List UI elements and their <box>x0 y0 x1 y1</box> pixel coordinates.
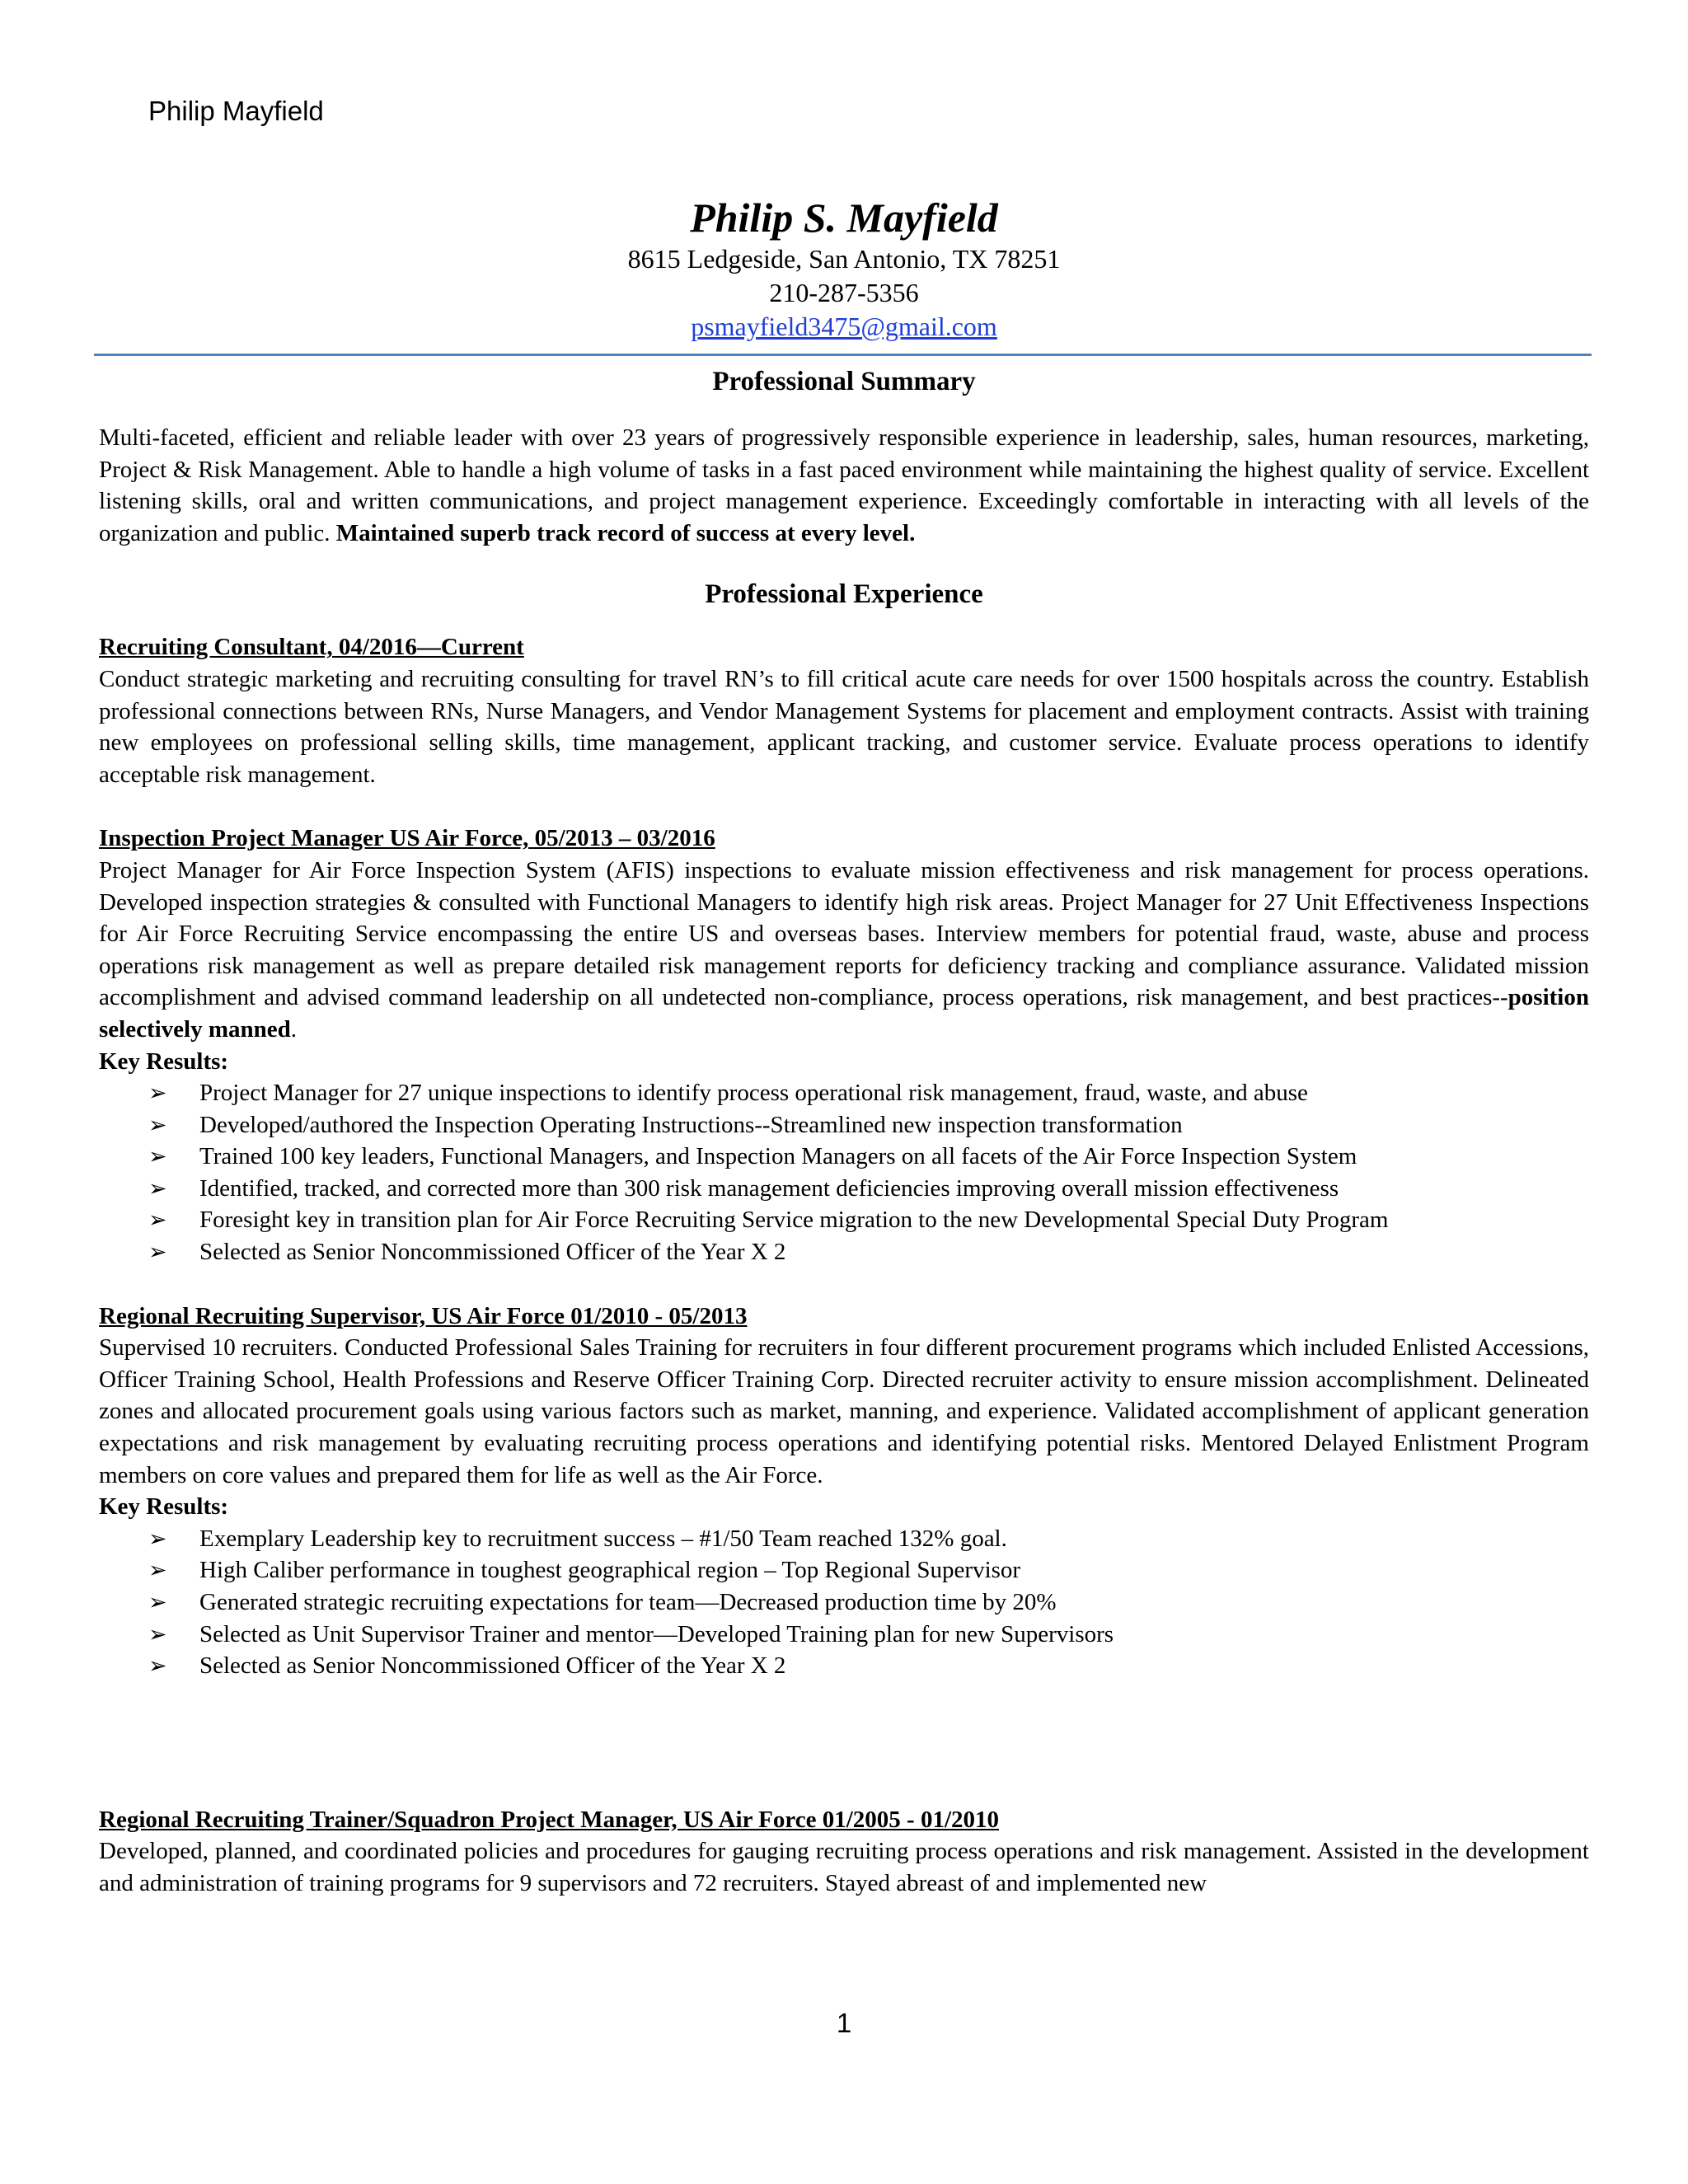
phone-number: 210-287-5356 <box>769 278 919 307</box>
result-text: Generated strategic recruiting expectations for team—Decreased production time by 20% <box>199 1589 1057 1615</box>
email-link[interactable]: psmayfield3475@gmail.com <box>691 312 997 341</box>
job-description-body: Project Manager for Air Force Inspection System (AFIS) inspections to evaluate mission effectiveness and risk management for process operations. Developed inspection strategies & consulted with Functional Managers to identify high risk areas. Project Manager for 27 Unit Effectiveness Inspections for Air Force Recruiting Service encompassing the entire US and overseas bases. Interview members for potential fraud, waste, abuse and process operations risk management as well as prepare detailed risk management reports for deficiency tracking and compliance assurance. Validated mission accomplishment and advised command leadership on all undetected non-compliance, process operations, risk management, and best practices-- <box>99 856 1589 1011</box>
summary-heading: Professional Summary <box>712 367 976 396</box>
page-number: 1 <box>836 2008 852 2038</box>
address: 8615 Ledgeside, San Antonio, TX 78251 <box>627 244 1061 274</box>
summary-emphasis: Maintained superb track record of success at every level. <box>335 519 916 546</box>
result-text: Exemplary Leadership key to recruitment success – #1/50 Team reached 132% goal. <box>199 1525 1007 1552</box>
list-item <box>148 1204 1589 1236</box>
arrow-bullet-icon: ➢ <box>148 1621 167 1647</box>
result-text: Identified, tracked, and corrected more than 300 risk management deficiencies improving overall mission effectiveness <box>199 1174 1339 1202</box>
arrow-bullet-icon: ➢ <box>148 1112 167 1137</box>
list-item <box>148 1650 1589 1682</box>
arrow-bullet-icon: ➢ <box>148 1590 167 1615</box>
summary-body: Multi-faceted, efficient and reliable leader with over 23 years of progressively responsible experience in leadership, sales, human resources, marketing, Project & Risk Management. Able to handle a high volume of tasks in a fast paced environment while maintaining the highest quality of service. Excellent listening skills, oral and written communications, and project management experience. Exceedingly comfortable in interacting with all levels of the organization and public. <box>99 424 1589 546</box>
resume-body <box>99 361 1589 1900</box>
arrow-bullet-icon: ➢ <box>148 1526 167 1551</box>
arrow-bullet-icon: ➢ <box>148 1240 167 1265</box>
result-text: Selected as Senior Noncommissioned Officer of the Year X 2 <box>199 1239 786 1266</box>
list-item <box>148 1523 1589 1555</box>
summary-text <box>99 422 1589 549</box>
arrow-bullet-icon: ➢ <box>148 1080 167 1106</box>
result-text: Selected as Senior Noncommissioned Officer of the Year X 2 <box>199 1652 786 1680</box>
list-item <box>148 1109 1589 1141</box>
running-header: Philip Mayfield <box>148 96 324 126</box>
candidate-name: Philip S. Mayfield <box>690 194 998 241</box>
key-results-list <box>99 1523 1589 1682</box>
arrow-bullet-icon: ➢ <box>148 1144 167 1169</box>
result-text: Trained 100 key leaders, Functional Managers, and Inspection Managers on all facets of the Air Force Inspection System <box>199 1143 1357 1170</box>
job-description: Conduct strategic marketing and recruiting consulting for travel RN’s to fill critical acute care needs for over 1500 hospitals across the country. Establish professional connections between RNs, Nurse Managers, and Vendor Management Systems for placement and employment contracts. Assist with training new employees on professional selling skills, time management, applicant tracking, and customer service. Evaluate process operations to identify acceptable risk management. <box>99 665 1589 788</box>
job-title: Recruiting Consultant, 04/2016—Current <box>99 634 524 661</box>
list-item <box>148 1173 1589 1205</box>
list-item <box>148 1141 1589 1173</box>
job-title: Regional Recruiting Supervisor, US Air Force 01/2010 - 05/2013 <box>99 1302 748 1329</box>
key-results-label: Key Results: <box>99 1493 229 1521</box>
job-title: Regional Recruiting Trainer/Squadron Project Manager, US Air Force 01/2005 - 01/2010 <box>99 1806 1000 1833</box>
header-divider <box>94 354 1592 356</box>
list-item <box>148 1619 1589 1651</box>
job-description: Developed, planned, and coordinated policies and procedures for gauging recruiting process operations and risk management. Assisted in the development and administration of training programs for 9 supervisors and 72 recruiters. Stayed abreast of and implemented new <box>99 1838 1589 1896</box>
contact-block <box>0 193 1688 344</box>
job-title: Inspection Project Manager US Air Force, 05/2013 – 03/2016 <box>99 825 715 852</box>
result-text: Project Manager for 27 unique inspections to identify process operational risk management, fraud, waste, and abuse <box>199 1080 1308 1107</box>
key-results-label: Key Results: <box>99 1047 229 1075</box>
job-description <box>99 855 1589 1046</box>
job-description-end: . <box>290 1015 298 1043</box>
arrow-bullet-icon: ➢ <box>148 1558 167 1583</box>
list-item <box>148 1554 1589 1586</box>
result-text: Foresight key in transition plan for Air Force Recruiting Service migration to the new Developmental Special Duty Program <box>199 1207 1389 1234</box>
arrow-bullet-icon: ➢ <box>148 1207 167 1233</box>
result-text: Selected as Unit Supervisor Trainer and mentor—Developed Training plan for new Supervisors <box>199 1620 1114 1647</box>
experience-heading: Professional Experience <box>705 579 983 610</box>
result-text: High Caliber performance in toughest geographical region – Top Regional Supervisor <box>199 1557 1021 1584</box>
list-item <box>148 1236 1589 1268</box>
job-description-emphasis: position selectively manned <box>99 984 1589 1043</box>
arrow-bullet-icon: ➢ <box>148 1175 167 1201</box>
result-text: Developed/authored the Inspection Operating Instructions--Streamlined new inspection transformation <box>199 1111 1183 1138</box>
arrow-bullet-icon: ➢ <box>148 1653 167 1679</box>
list-item <box>148 1077 1589 1109</box>
job-description: Supervised 10 recruiters. Conducted Professional Sales Training for recruiters in four different procurement programs which included Enlisted Accessions, Officer Training School, Health Professions and Reserve Officer Training Corp. Directed recruiter activity to ensure mission accomplishment. Delineated zones and allocated procurement goals using various factors such as market, manning, and experience. Validated accomplishment of applicant generation expectations and risk management by evaluating recruiting process operations and identifying potential risks. Mentored Delayed Enlistment Program members on core values and prepared them for life as well as the Air Force. <box>99 1334 1589 1488</box>
key-results-list <box>99 1077 1589 1268</box>
list-item <box>148 1586 1589 1619</box>
